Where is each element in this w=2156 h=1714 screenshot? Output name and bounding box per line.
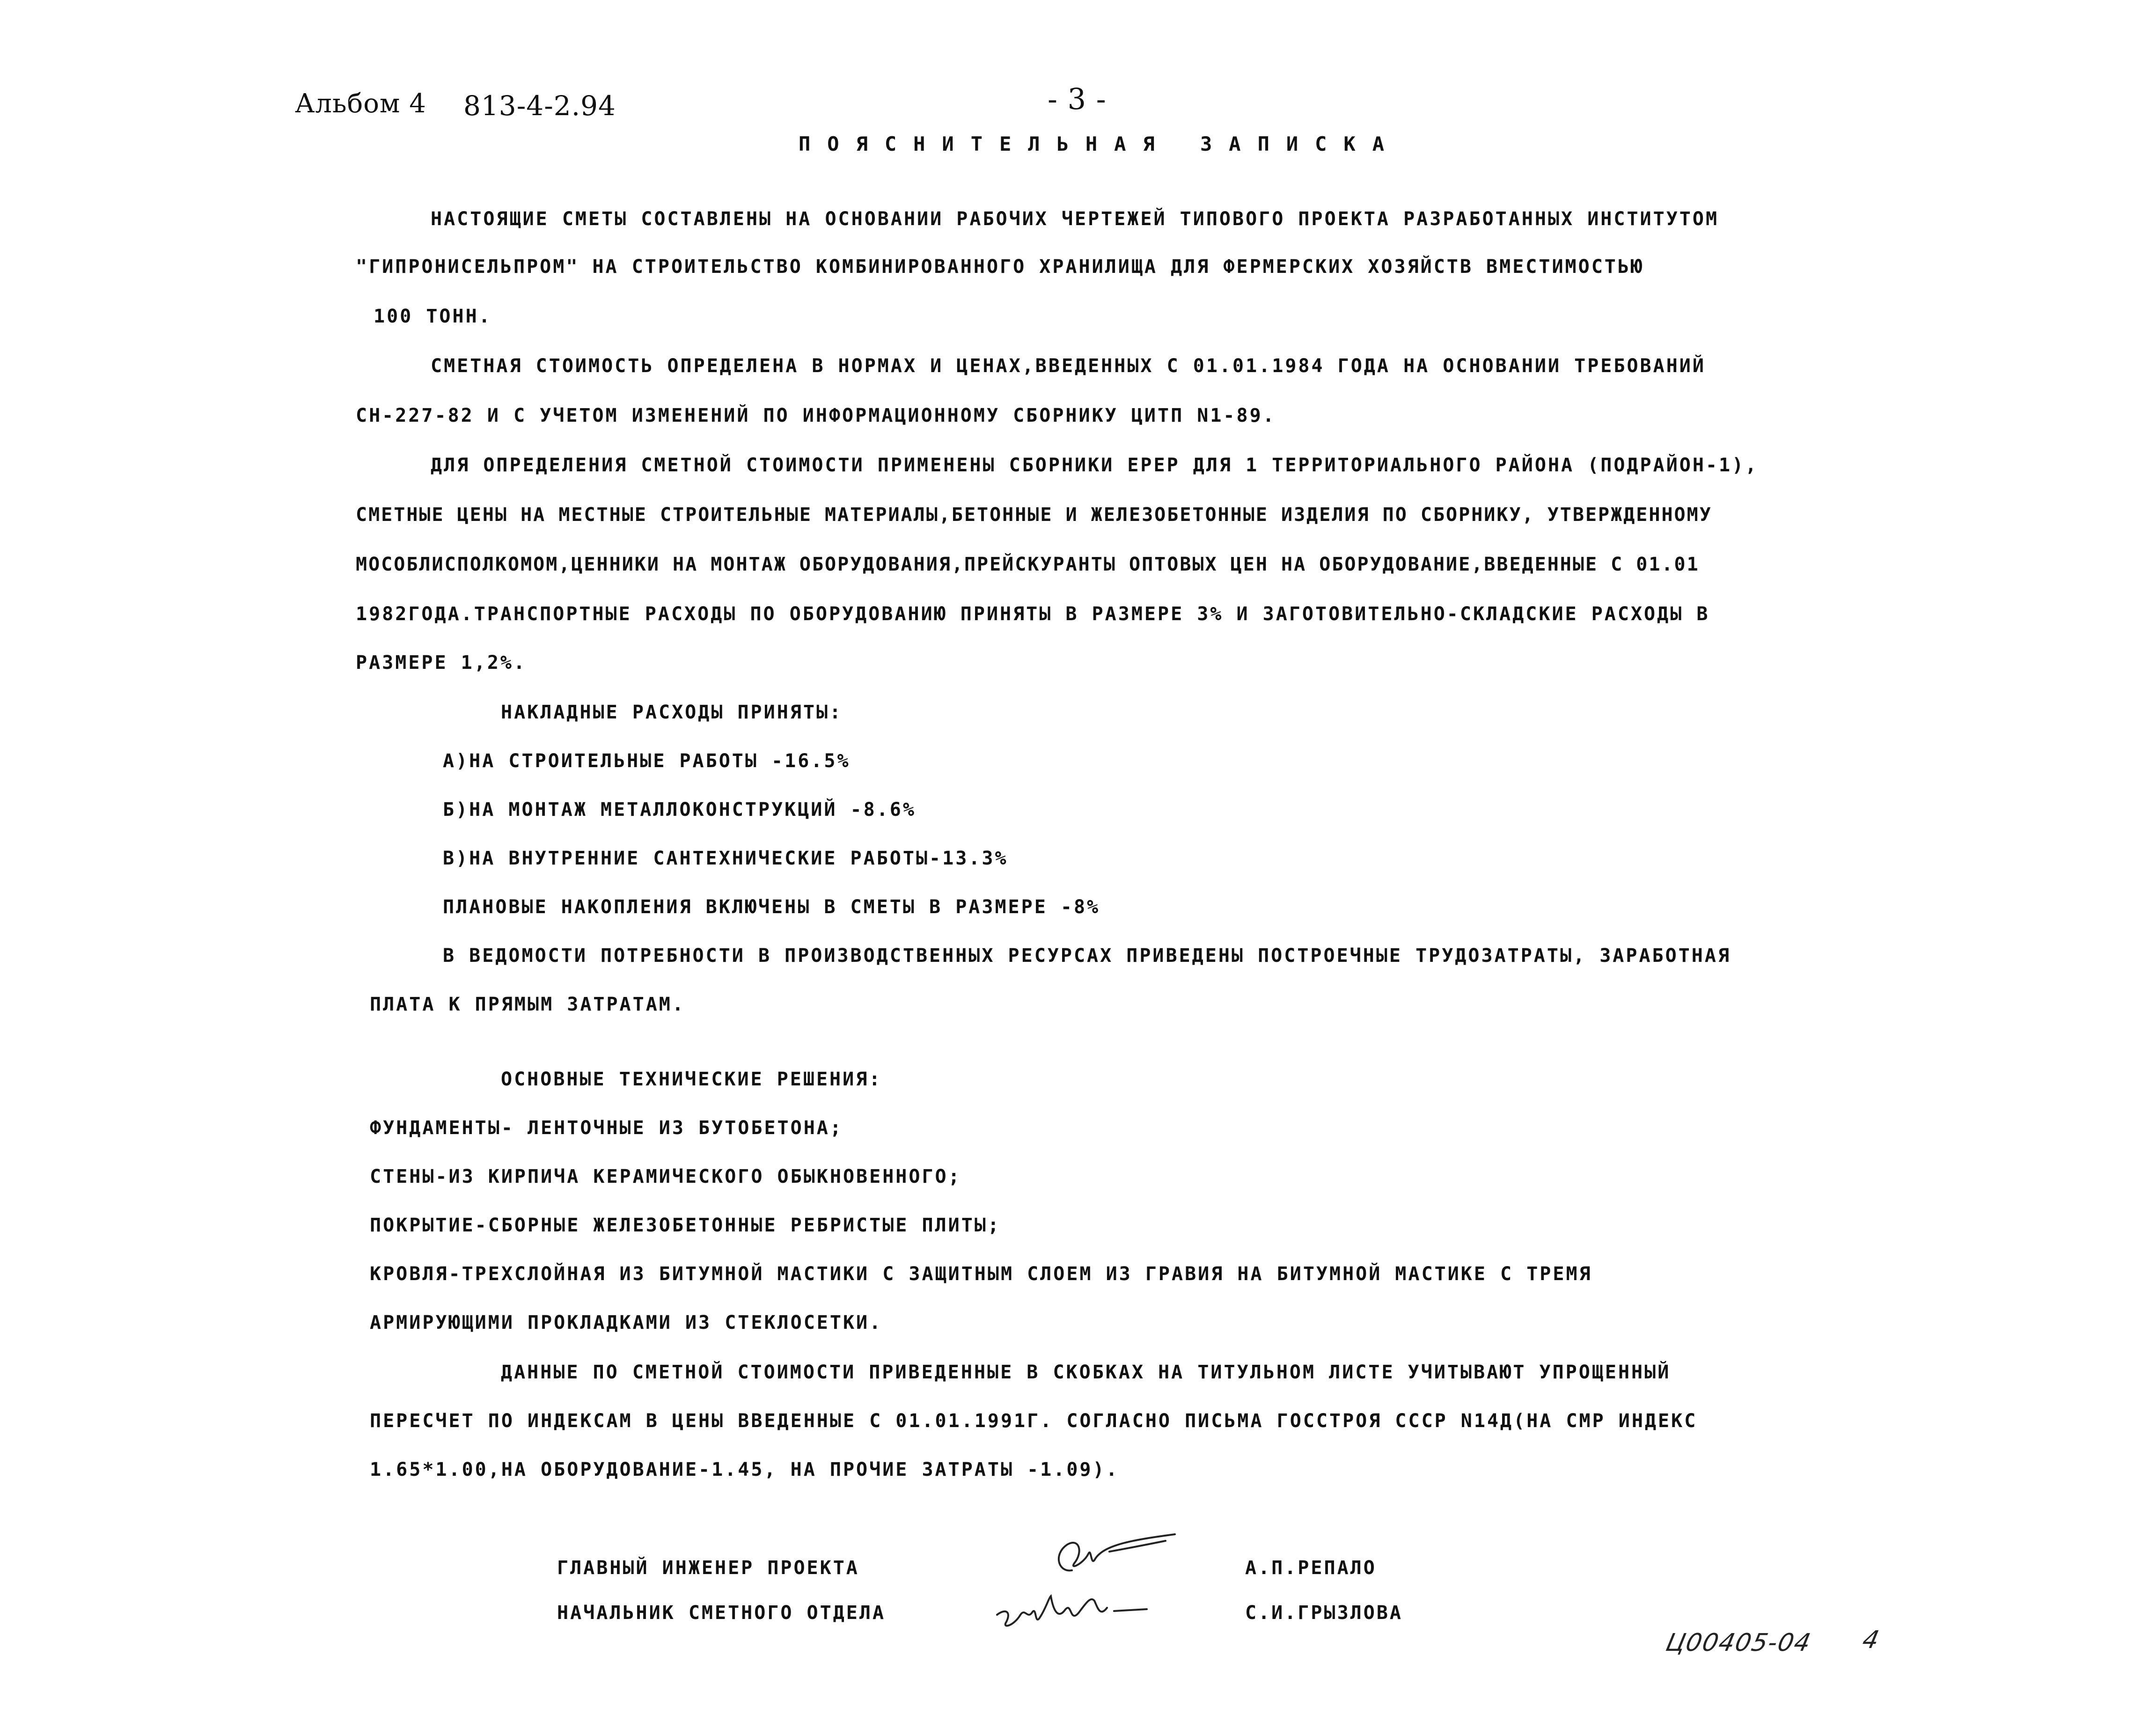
text-line: СН-227-82 И С УЧЕТОМ ИЗМЕНЕНИЙ ПО ИНФОРМАЦИОННОМУ СБОРНИКУ ЦИТП N1-89. (356, 405, 1276, 426)
text-line: 1982ГОДА.ТРАНСПОРТНЫЕ РАСХОДЫ ПО ОБОРУДОВАНИЮ ПРИНЯТЫ В РАЗМЕРЕ 3% И ЗАГОТОВИТЕЛЬНО-СКЛАДСКИЕ РАСХОДЫ В (356, 603, 1710, 625)
album-label: Альбом 4 (295, 88, 426, 119)
text-line: ПЕРЕСЧЕТ ПО ИНДЕКСАМ В ЦЕНЫ ВВЕДЕННЫЕ С 01.01.1991Г. СОГЛАСНО ПИСЬМА ГОССТРОЯ СССР N14Д(НА СМР ИНДЕКС (370, 1410, 1698, 1432)
text-line: АРМИРУЮЩИМИ ПРОКЛАДКАМИ ИЗ СТЕКЛОСЕТКИ. (370, 1312, 883, 1333)
text-line: ПЛАТА К ПРЯМЫМ ЗАТРАТАМ. (370, 994, 685, 1015)
text-line: СТЕНЫ-ИЗ КИРПИЧА КЕРАМИЧЕСКОГО ОБЫКНОВЕННОГО; (370, 1166, 961, 1187)
text-line: СМЕТНАЯ СТОИМОСТЬ ОПРЕДЕЛЕНА В НОРМАХ И ЦЕНАХ,ВВЕДЕННЫХ С 01.01.1984 ГОДА НА ОСНОВАНИИ ТРЕБОВАНИЙ (431, 355, 1706, 377)
text-line: В ВЕДОМОСТИ ПОТРЕБНОСТИ В ПРОИЗВОДСТВЕННЫХ РЕСУРСАХ ПРИВЕДЕНЫ ПОСТРОЕЧНЫЕ ТРУДОЗАТРАТЫ, ЗАРАБОТНАЯ (443, 945, 1731, 967)
signature-role: НАЧАЛЬНИК СМЕТНОГО ОТДЕЛА (557, 1602, 886, 1624)
text-line: ДЛЯ ОПРЕДЕЛЕНИЯ СМЕТНОЙ СТОИМОСТИ ПРИМЕНЕНЫ СБОРНИКИ ЕРЕР ДЛЯ 1 ТЕРРИТОРИАЛЬНОГО РАЙОНА (ПОДРАЙОН-1), (431, 454, 1759, 476)
text-line: РАЗМЕРЕ 1,2%. (356, 652, 527, 674)
text-line: ПЛАНОВЫЕ НАКОПЛЕНИЯ ВКЛЮЧЕНЫ В СМЕТЫ В РАЗМЕРЕ -8% (443, 896, 1100, 918)
text-line: СМЕТНЫЕ ЦЕНЫ НА МЕСТНЫЕ СТРОИТЕЛЬНЫЕ МАТЕРИАЛЫ,БЕТОННЫЕ И ЖЕЛЕЗОБЕТОННЫЕ ИЗДЕЛИЯ ПО СБОРНИКУ, УТВЕРЖДЕННОМУ (356, 504, 1712, 526)
text-line: "ГИПРОНИСЕЛЬПРОМ" НА СТРОИТЕЛЬСТВО КОМБИНИРОВАННОГО ХРАНИЛИЩА ДЛЯ ФЕРМЕРСКИХ ХОЗЯЙСТВ ВМЕСТИМОСТЬЮ (356, 256, 1644, 278)
text-line: ОСНОВНЫЕ ТЕХНИЧЕСКИЕ РЕШЕНИЯ: (501, 1069, 882, 1090)
text-line: А)НА СТРОИТЕЛЬНЫЕ РАБОТЫ -16.5% (443, 750, 851, 772)
handwritten-signature-1 (1039, 1526, 1189, 1587)
text-line: ПОКРЫТИЕ-СБОРНЫЕ ЖЕЛЕЗОБЕТОННЫЕ РЕБРИСТЫЕ ПЛИТЫ; (370, 1215, 1001, 1236)
text-line: Б)НА МОНТАЖ МЕТАЛЛОКОНСТРУКЦИЙ -8.6% (443, 799, 916, 820)
text-line: В)НА ВНУТРЕННИЕ САНТЕХНИЧЕСКИЕ РАБОТЫ-13.3% (443, 848, 1008, 869)
text-line: ДАННЫЕ ПО СМЕТНОЙ СТОИМОСТИ ПРИВЕДЕННЫЕ В СКОБКАХ НА ТИТУЛЬНОМ ЛИСТЕ УЧИТЫВАЮТ УПРОЩЕННЫЙ (501, 1362, 1671, 1383)
text-line: НАКЛАДНЫЕ РАСХОДЫ ПРИНЯТЫ: (501, 702, 843, 723)
handwritten-signature-2 (988, 1582, 1184, 1638)
signature-name: С.И.ГРЫЗЛОВА (1245, 1602, 1403, 1624)
text-line: ФУНДАМЕНТЫ- ЛЕНТОЧНЫЕ ИЗ БУТОБЕТОНА; (370, 1117, 843, 1139)
page-title: ПОЯСНИТЕЛЬНАЯ ЗАПИСКА (799, 132, 1401, 155)
document-code: 813-4-2.94 (463, 90, 616, 122)
handwritten-code: Ц00405-04 (1663, 1629, 1814, 1657)
text-line: 1.65*1.00,НА ОБОРУДОВАНИЕ-1.45, НА ПРОЧИЕ ЗАТРАТЫ -1.09). (370, 1459, 1119, 1480)
text-line: МОСОБЛИСПОЛКОМОМ,ЦЕННИКИ НА МОНТАЖ ОБОРУДОВАНИЯ,ПРЕЙСКУРАНТЫ ОПТОВЫХ ЦЕН НА ОБОРУДОВАНИЕ,ВВЕДЕННЫЕ С 01.01 (356, 554, 1700, 575)
text-line: 100 ТОНН. (374, 306, 492, 327)
signature-role: ГЛАВНЫЙ ИНЖЕНЕР ПРОЕКТА (557, 1557, 859, 1579)
page-number: - 3 - (1048, 82, 1107, 116)
handwritten-page-number: 4 (1860, 1626, 1883, 1654)
text-line: КРОВЛЯ-ТРЕХСЛОЙНАЯ ИЗ БИТУМНОЙ МАСТИКИ С ЗАЩИТНЫМ СЛОЕМ ИЗ ГРАВИЯ НА БИТУМНОЙ МАСТИКЕ С ТРЕМЯ (370, 1263, 1592, 1285)
signature-name: А.П.РЕПАЛО (1245, 1557, 1377, 1579)
text-line: НАСТОЯЩИЕ СМЕТЫ СОСТАВЛЕНЫ НА ОСНОВАНИИ РАБОЧИХ ЧЕРТЕЖЕЙ ТИПОВОГО ПРОЕКТА РАЗРАБОТАННЫХ ИНСТИТУТОМ (431, 208, 1719, 230)
